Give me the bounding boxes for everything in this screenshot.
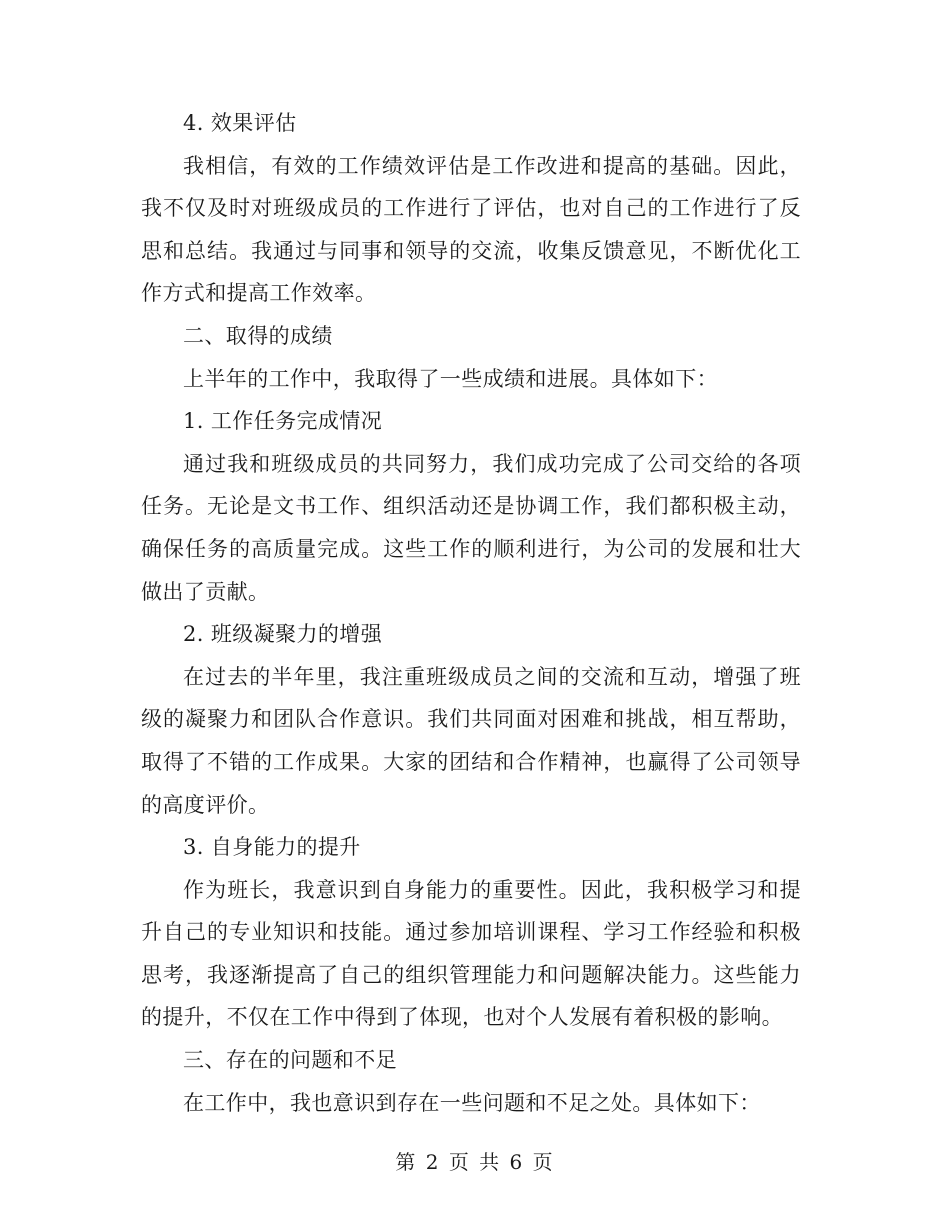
section-heading-achievements: 二、取得的成绩: [183, 323, 333, 348]
section-heading-problems: 三、存在的问题和不足: [183, 1048, 397, 1073]
paragraph-achievements-intro: 上半年的工作中，我取得了一些成绩和进展。具体如下：: [183, 366, 718, 391]
paragraph-self-improvement: 作为班长，我意识到自身能力的重要性。因此，我积极学习和提升自己的专业知识和技能。通过参加培训课程、学习工作经验和积极思考，我逐渐提高了自己的组织管理能力和问题解决能力。这些能力的提升，不仅在工作中得到了体现，也对个人发展有着积极的影响。: [141, 877, 801, 1030]
paragraph-evaluation: 我相信，有效的工作绩效评估是工作改进和提高的基础。因此，我不仅及时对班级成员的工作进行了评估，也对自己的工作进行了反思和总结。我通过与同事和领导的交流，收集反馈意见，不断优化工作方式和提高工作效率。: [141, 153, 801, 306]
section-heading-self-improvement: 3. 自身能力的提升: [183, 835, 361, 860]
paragraph-cohesion: 在过去的半年里，我注重班级成员之间的交流和互动，增强了班级的凝聚力和团队合作意识。我们共同面对困难和挑战，相互帮助，取得了不错的工作成果。大家的团结和合作精神，也赢得了公司领导的高度评价。: [141, 664, 801, 817]
paragraph-problems-intro: 在工作中，我也意识到存在一些问题和不足之处。具体如下：: [183, 1090, 761, 1115]
section-heading-task-completion: 1. 工作任务完成情况: [183, 409, 383, 434]
section-heading-effect-evaluation: 4. 效果评估: [183, 111, 297, 135]
page-number-footer: 第 2 页 共 6 页: [395, 1150, 555, 1174]
document-body: [141, 102, 801, 1124]
section-heading-cohesion: 2. 班级凝聚力的增强: [183, 622, 383, 647]
paragraph-task-completion: 通过我和班级成员的共同努力，我们成功完成了公司交给的各项任务。无论是文书工作、组织活动还是协调工作，我们都积极主动，确保任务的高质量完成。这些工作的顺利进行，为公司的发展和壮大做出了贡献。: [141, 451, 801, 604]
